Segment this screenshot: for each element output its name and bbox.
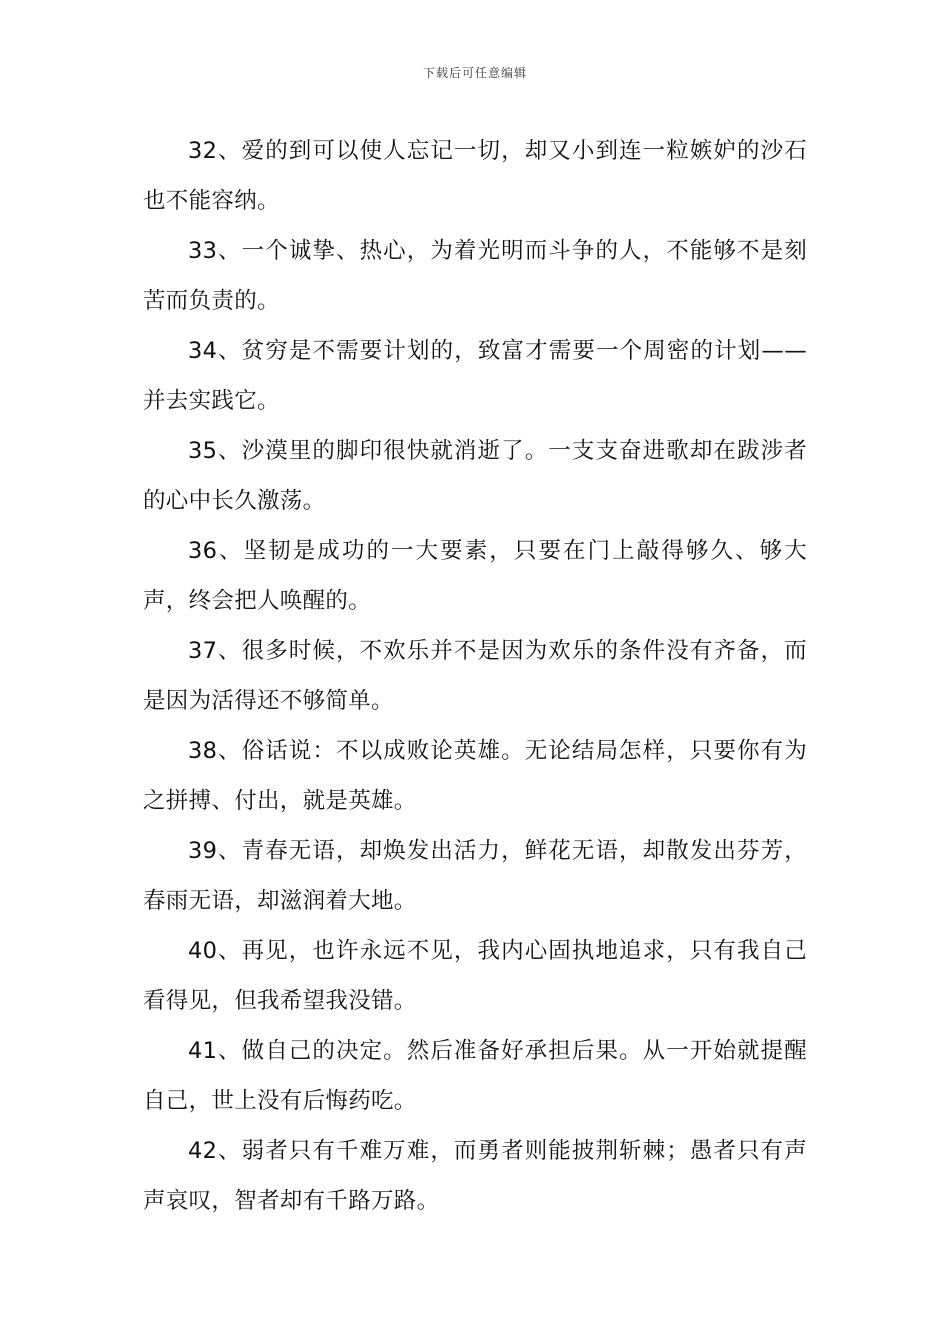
quote-paragraph-35: 35、沙漠里的脚印很快就消逝了。一支支奋进歌却在跋涉者的心中长久激荡。 [143,438,807,514]
quote-paragraph-37: 37、很多时候，不欢乐并不是因为欢乐的条件没有齐备，而是因为活得还不够简单。 [143,638,807,714]
quote-paragraph-40: 40、再见，也许永远不见，我内心固执地追求，只有我自己看得见，但我希望我没错。 [143,938,807,1014]
quote-paragraph-36: 36、坚韧是成功的一大要素，只要在门上敲得够久、够大声，终会把人唤醒的。 [143,538,807,614]
quote-list [143,126,807,1226]
quote-paragraph-42: 42、弱者只有千难万难，而勇者则能披荆斩棘；愚者只有声声哀叹，智者却有千路万路。 [143,1138,807,1214]
quote-paragraph-41: 41、做自己的决定。然后准备好承担后果。从一开始就提醒自己，世上没有后悔药吃。 [143,1038,807,1114]
quote-paragraph-33: 33、一个诚挚、热心，为着光明而斗争的人，不能够不是刻苦而负责的。 [143,238,807,314]
quote-paragraph-34: 34、贫穷是不需要计划的，致富才需要一个周密的计划——并去实践它。 [143,338,807,414]
quote-paragraph-32: 32、爱的到可以使人忘记一切，却又小到连一粒嫉妒的沙石也不能容纳。 [143,138,807,214]
quote-paragraph-39: 39、青春无语，却焕发出活力，鲜花无语，却散发出芬芳，春雨无语，却滋润着大地。 [143,838,807,914]
quote-paragraph-38: 38、俗话说：不以成败论英雄。无论结局怎样，只要你有为之拼搏、付出，就是英雄。 [143,738,807,814]
header-note: 下载后可任意编辑 [422,66,527,80]
